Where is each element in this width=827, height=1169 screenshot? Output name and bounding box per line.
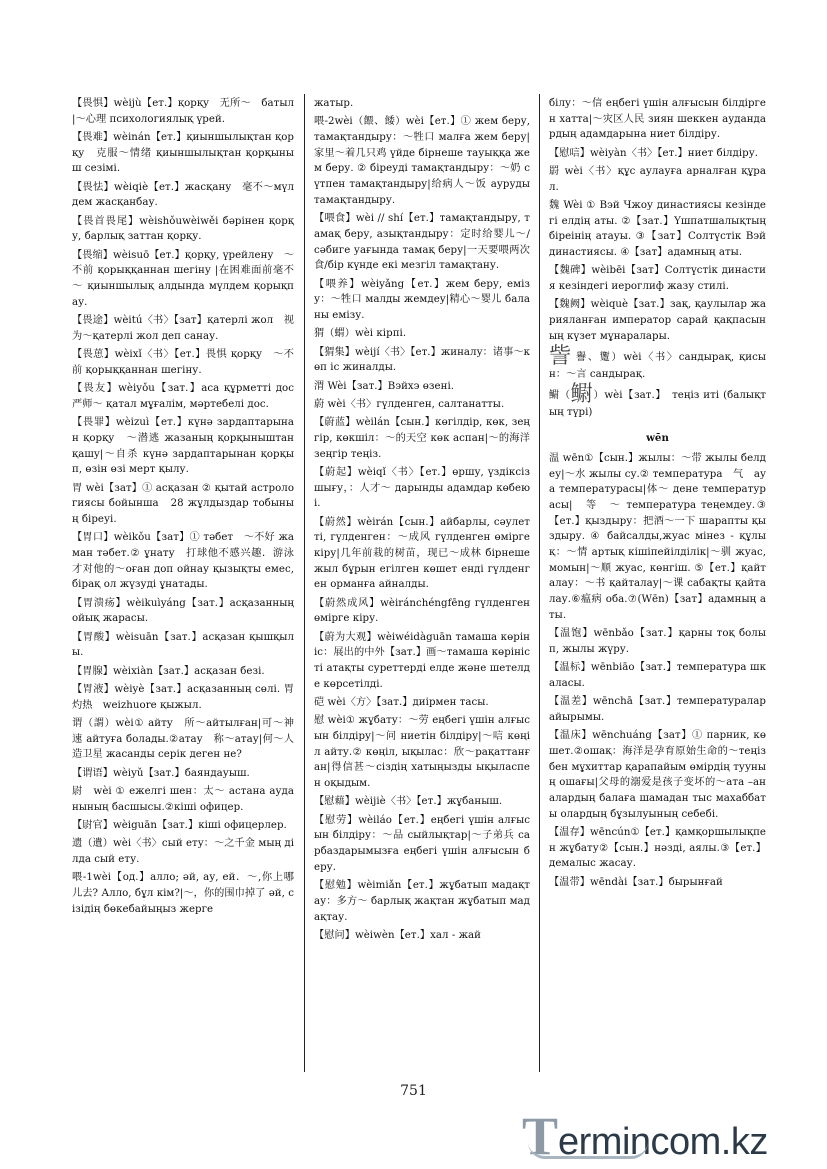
dictionary-entry: 喂-2wèi（餵、餧）wèi【ет.】① жем беру, тамақтандыру：～牲口 малға жем беру|家里～着几只鸡 үйде бірнеше тауыққа жем беру. ② біреуді тамақтандыру：～奶 сүтпен тамақтандыру|给病人～饭 ауруды тамақтандыру. (314, 116, 530, 206)
dictionary-entry: 【胃酸】wèisuān【зат.】асқазан қышқылы. (72, 631, 294, 659)
entry-text: 譽、躛）wèi〈书〉сандырақ, қисын：～言 сандырақ. (549, 352, 766, 381)
dictionary-entry: 罻 wèi〈书〉құс аулауға арналған құрал. (549, 166, 766, 193)
dictionary-entry: 【畏罪】wèizuì【ет.】күнә зардаптарынан қорқу ～潜逃 жазаның қорқыныштан қашу|～自杀 күнә зардаптарынан қорқып, өзін өзі мерт қылу. (72, 417, 294, 476)
dictionary-entry: 【温差】wēnchā【зат.】температуралар айырымы. (549, 696, 766, 723)
dictionary-entry: білу：～信 еңбегі үшін алғысын білдірген хатта|～灾区人民 зиян шеккен аудандардың адамдарына ниет білдіру. (549, 98, 766, 141)
dictionary-entry: 【蔚然】wèirán【сын.】айбарлы, сәулетті, гүлденген：～成风 гүлденген өмірге кіру|几年前栽的树苗，现已～成林 бірнеше жыл бұрын егілген көшет енді гүлденген орманға айналды. (314, 516, 530, 591)
dictionary-entry: 【畏惧】wèijù【ет.】қорқу 无所～ батыл|～心理 психологиялық үрей. (72, 98, 294, 125)
dictionary-entry: 【喂养】wèiyǎng【ет.】жем беру, емізу：～牲口 малды жемдеу|精心～婴儿 баланы емізу. (314, 278, 530, 321)
dictionary-entry: 【谓语】wèiyǔ【зат.】баяндауыш. (72, 767, 250, 779)
dictionary-entry: 【慰藉】wèijiè〈书〉【ет.】жұбаныш. (314, 796, 503, 808)
dictionary-entry: 遗（遺）wèi〈书〉сый ету：～之千金 мың ділда сый ету. (72, 838, 294, 865)
dictionary-entry: 【畏怯】wèiqiè【ет.】жасқану 毫不～мүлдем жасқанбау. (72, 181, 294, 209)
dictionary-entry: 【温存】wēncún①【ет.】қамқоршылықпен жұбату②【сын.】нәзді, аялы.③【ет.】демалыс жасау. (549, 826, 766, 870)
dictionary-entry: 渭 Wèi【зат.】Вэйхэ өзені. (314, 380, 455, 392)
dictionary-entry: 【胃口】wèikǒu【зат】① тәбет ～不好 жаман тәбет.② ұнату 打球他不感兴趣．游泳才对他的～оған доп ойнау қызықты емес, бірақ ол жүзуді ұнатады. (72, 532, 294, 591)
dictionary-entry: 喂-1wèi【од.】алло; әй, ау, ей．～,你上哪儿去? Алло, бұл кім?|～，你的围巾掉了 әй, сізідің бөкебайыңыз жерге (72, 872, 294, 915)
dictionary-entry: 【畏缩】wèisuō【ет.】қорқу, үрейлену ～不前 қорыққаннан шегіну |在困难面前毫不～ қиыншылық алдында мүлдем қорықпау. (72, 249, 294, 308)
page-number: 751 (400, 1083, 427, 1099)
dictionary-entry: 【慰唁】wèiyàn〈书〉【ет.】ниет білдіру. (549, 147, 759, 159)
dictionary-entry: 【胃液】wèiyè【зат.】асқазанның сөлі. 胃灼热 weizhuore қыжыл. (72, 683, 294, 711)
dictionary-entry: 【畏首畏尾】wèishǒuwèiwěi бәрінен қорқу, барлық заттан қорқу. (72, 215, 294, 243)
dictionary-entry: 鳚（鳚）wèi【зат.】 теңіз иті (балықтың түрі) (549, 382, 766, 419)
dictionary-entry: 慰 wèi① жұбату：～劳 еңбегі үшін алғысын білдіру|～问 ниетін білдіру|～唁 көңіл айту.② көңіл, ықылас：欣～рақаттанған|得信甚～сіздің хатыңызды ықыласпен оқыдым. (314, 715, 530, 790)
headword-glyph: 鳚 (570, 382, 593, 408)
dictionary-entry: 【胃溃疡】wèikuìyáng【зат.】асқазанның ойық жарасы. (72, 597, 294, 625)
dictionary-entry: 蔚 wèi〈书〉гүлденген, салтанатты. (314, 398, 505, 410)
column-divider (304, 94, 305, 1072)
dictionary-entry: 【慰问】wèiwèn【ет.】хал - жай (314, 929, 481, 941)
dictionary-entry: 【猬集】wèijí〈书〉【ет.】жиналу：诸事～көп іс жиналды. (314, 346, 530, 374)
dictionary-entry: 胃 wèi【зат】① асқазан ② қытай астрологиясы бойынша 28 жұлдыздар тобының біреуі. (72, 482, 294, 525)
column-middle (314, 96, 530, 946)
dictionary-entry: 硙 wèi〈方〉【зат.】диірмен тасы. (314, 697, 489, 709)
dictionary-entry: 【温饱】wēnbǎo【зат.】қарны тоқ болып, жылы жүру. (549, 628, 766, 655)
dictionary-entry: 【温带】wēndài【зат.】бырынғай (549, 876, 723, 888)
dictionary-entry: жатыр. (314, 98, 354, 109)
dictionary-entry: 尉 wèi ① ежелгі шен：太～ астана ауданының басшысы.②кіші офицер. (72, 785, 294, 813)
dictionary-entry: 【蔚然成风】wèiránchéngfēng гүлденген өмірге кіру. (314, 597, 530, 625)
dictionary-entry: 【畏葸】wèixǐ〈书〉【ет.】畏惧 қорқу ～不前 қорыққаннан шегіну. (72, 349, 294, 376)
dictionary-entry: 【慰勉】wèimiǎn【ет.】жұбатып мадақтау：多方～ барлық жақтан жұбатып мадақтау. (314, 880, 530, 923)
headword-glyph: 訾 (549, 344, 572, 370)
dictionary-entry: 【畏难】wèinán【ет.】қиыншылықтан қорқу 克服～情绪 қиыншылықтан қорқыныш сезімі. (72, 132, 294, 175)
dictionary-entry: 【温床】wēnchuáng【зат】① парник, көшет.②ошақ：海洋是孕育原始生命的～теңіз бен мұхиттар қарапайым өмірдің тууның ошағы|父母的溺爱是孩子变坏的～ата –аналардың балаға шамадан тыс махаббаты олардың бұзылуының себебі. (549, 730, 766, 820)
logo-swoosh-icon (528, 1142, 648, 1159)
dictionary-entry: 【温标】wēnbiāo【зат.】температура шкаласы. (549, 662, 766, 689)
dictionary-entry: 【喂食】wèi // shí【ет.】тамақтандыру, тамақ беру, азықтандыру：定时给婴儿～/ сәбиге уағында тамақ беру|一天要喂两次食/бір күнде екі мезгіл тамақтану. (314, 213, 530, 272)
dictionary-entry (549, 344, 766, 383)
column-right (549, 96, 766, 893)
dictionary-entry: 谓（謂）wèi① айту 所～айтылған|可～神速 айтуға болады.②атау 称～атау|何～人造卫星 жасанды серік деген не? (72, 717, 294, 761)
dictionary-entry: 【胃腺】wèixiàn【зат.】асқазан безі. (72, 665, 265, 677)
section-heading: wēn (646, 432, 669, 445)
dictionary-entry: 【蔚起】wèiqǐ〈书〉【ет.】өршу, үздіксіз шығу，：人才～ дарынды адамдар көбеюі. (314, 466, 530, 510)
dictionary-entry: 【魏阙】wèiquè【зат.】зақ, қаулылар жарияланған император сарай қақпасының күзет мұнаралары. (549, 299, 766, 342)
dictionary-entry: 魏 Wèi ① Вэй Чжоу династиясы кезіндегі елдің аты. ②【зат.】Үшпатшалықтың біреінің атауы. ③【зат】Солтүстік Вэй династиясы. ④【зат】адамның аты. (549, 200, 766, 259)
dictionary-entry: 【魏碑】wèibēi【зат】Солтүстік династия кезіндегі иероглиф жазу стилі. (549, 265, 766, 293)
dictionary-entry: 【蔚蓝】wèilán【сын.】көгілдір, көк, зеңгір, көкшіл：～的天空 көк аспан|～的海洋 зеңгір теңіз. (314, 417, 530, 460)
column-left (72, 96, 305, 920)
dictionary-entry: 温 wēn①【сын.】жылы：～带 жылы белдеу|～水 жылы су.② температура 气 ауа температурасы|体～ дене температурасы| 等 ～ температура теңемдеу.③【ет.】қыздыру：把酒～一下 шарапты қыздыру. ④ байсалды,жуас мінез - құлық：～情 артық кішіпейілділік|～驯 жуас, момын|～顺 жуас, көнгіш. ⑤【ет.】қайталау：～书 қайталау|～课 сабақты қайталау.⑥瘟病 оба.⑦(Wēn)【зат】адамның аты. (549, 452, 766, 621)
dictionary-entry: 猬（蝟）wèi кірпі. (314, 328, 407, 340)
dictionary-entry: 【蔚为大观】wèiwéidàguān тамаша көрініс：展出的中外【зат.】画～тамаша көріністі атақты суреттерді елде және шетелде көрсетілді. (314, 631, 530, 690)
dictionary-entry: 【畏友】wèiyǒu【зат.】аса құрметті дос 严师～ қатал мұғалім, мәртебелі дос. (72, 383, 305, 410)
entry-text: ）wèi【зат.】 теңіз иті (балықтың түрі) (549, 390, 766, 419)
dictionary-entry: 【尉官】wèiguān【зат.】кіші офицерлер. (72, 819, 287, 831)
dictionary-entry: 【慰劳】wèiláo【ет.】еңбегі үшін алғысын білдіру：～品 сыйлықтар|～子弟兵 сарбаздарымызға еңбегі үшін алғысын беру. (314, 814, 530, 873)
logo-letter-t: T (522, 1106, 559, 1166)
column-divider (539, 94, 540, 1072)
logo-text: ermincom.kz (558, 1121, 768, 1163)
dictionary-entry: 【畏途】wèitú〈书〉【зат】қатерлі жол 视为～қатерлі жол деп санау. (72, 315, 294, 342)
site-logo[interactable] (522, 1108, 822, 1164)
